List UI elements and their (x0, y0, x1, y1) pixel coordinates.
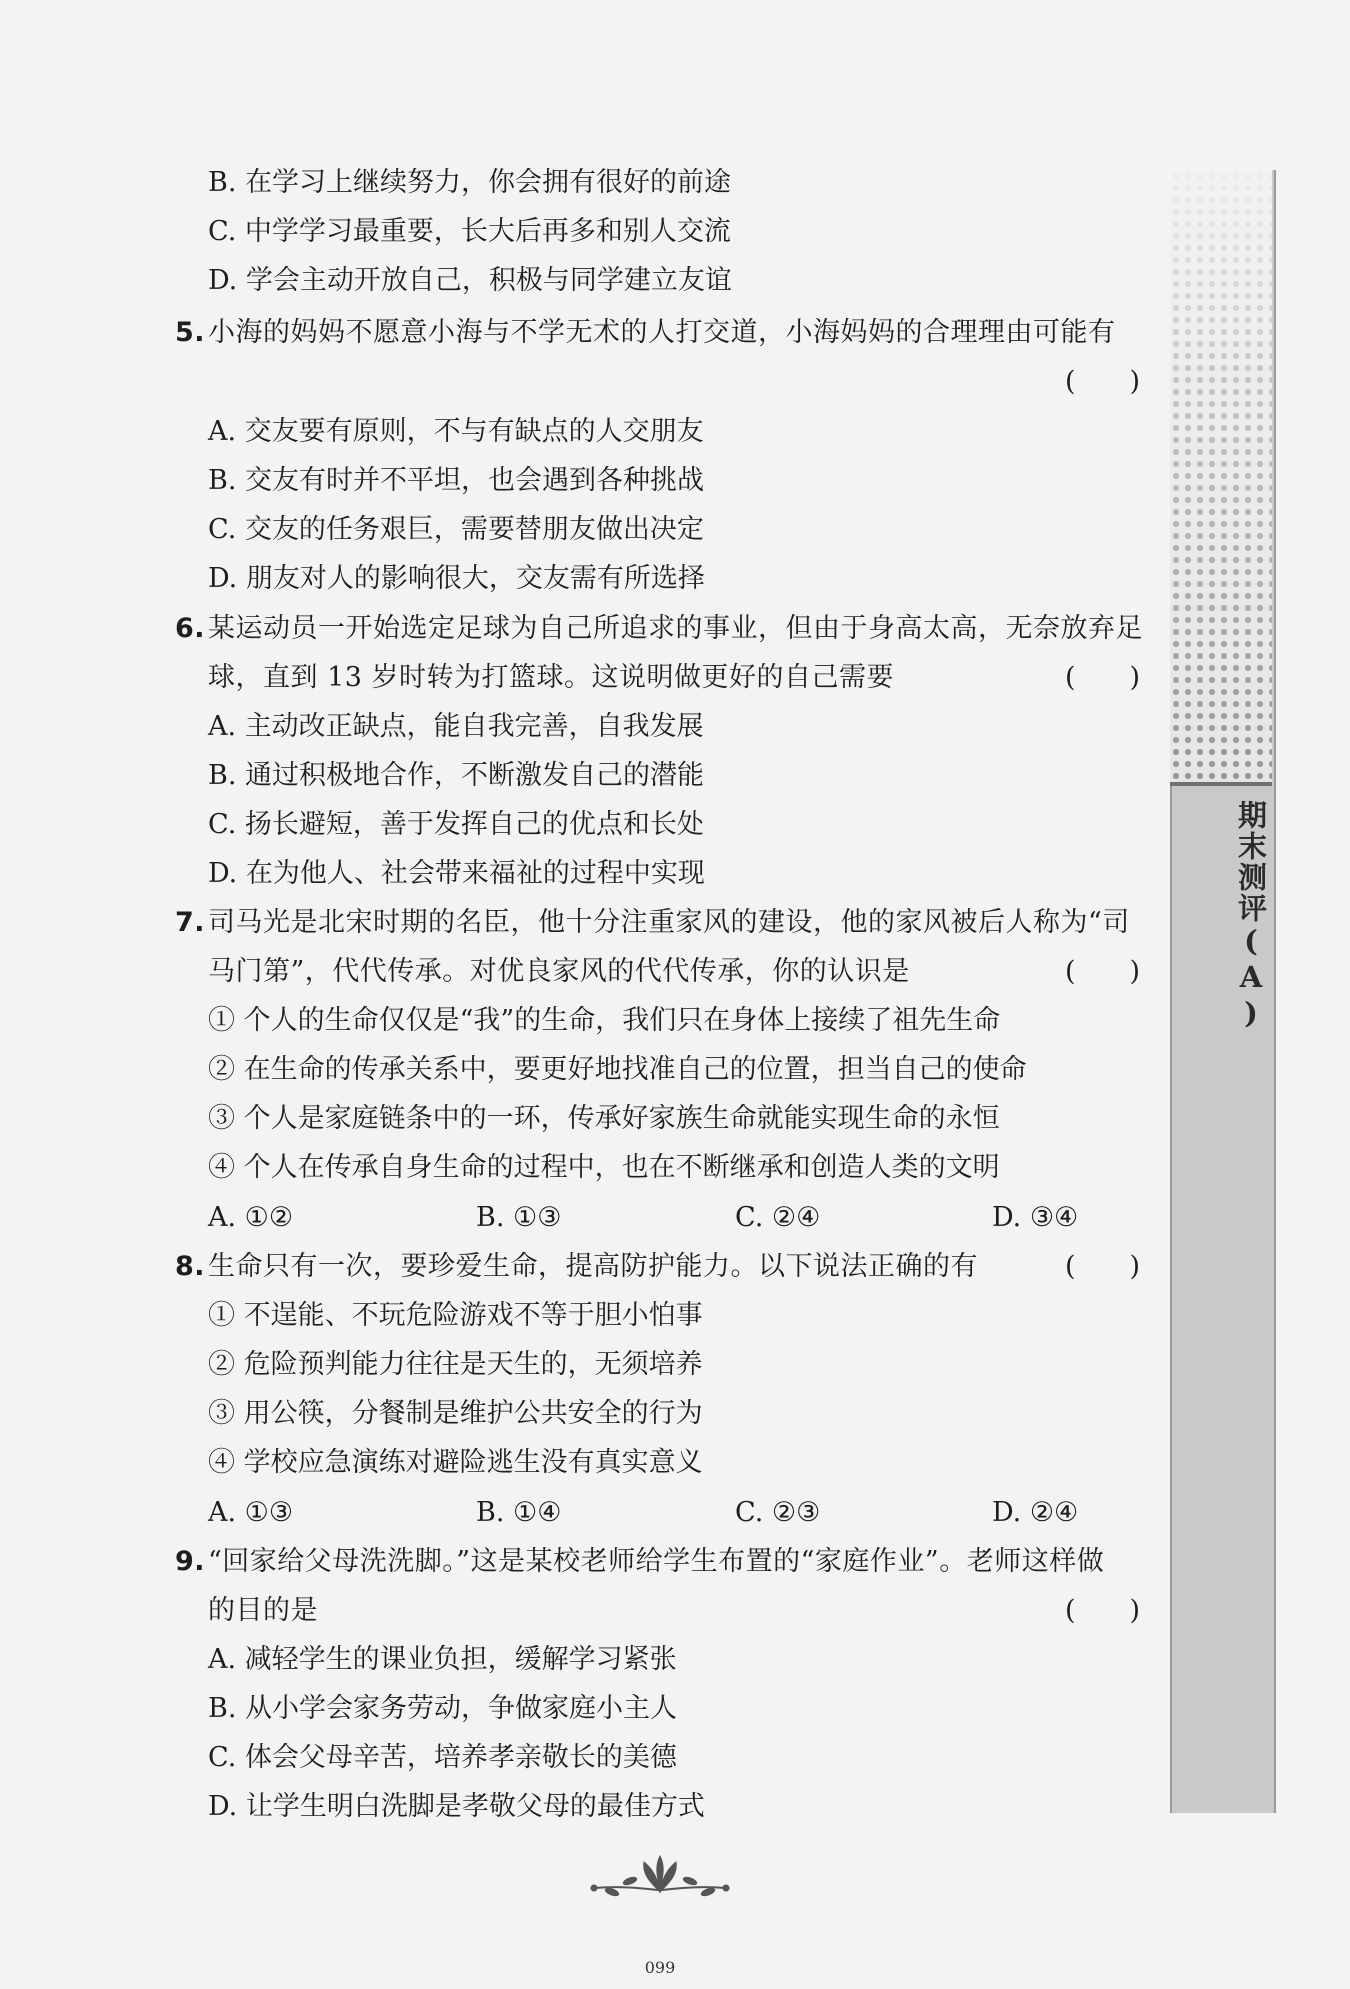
q5-answer-blank: ( ) (1065, 366, 1141, 397)
q7-statement-3: ③ 个人是家庭链条中的一环，传承好家族生命就能实现生命的永恒 (208, 1103, 1000, 1134)
q6-stem-line-1: 某运动员一开始选定足球为自己所追求的事业，但由于身高太高，无奈放弃足 (208, 613, 1143, 644)
q5-option-c: C. 交友的任务艰巨，需要替朋友做出决定 (208, 514, 704, 545)
q6-option-a: A. 主动改正缺点，能自我完善，自我发展 (208, 711, 704, 742)
q4-option-b: B. 在学习上继续努力，你会拥有很好的前途 (208, 167, 732, 198)
q8-statement-4: ④ 学校应急演练对避险逃生没有真实意义 (208, 1447, 703, 1478)
q9-option-c: C. 体会父母辛苦，培养孝亲敬长的美德 (208, 1742, 677, 1773)
q4-option-c: C. 中学学习最重要，长大后再多和别人交流 (208, 216, 731, 247)
q4-option-d: D. 学会主动开放自己，积极与同学建立友谊 (208, 265, 732, 296)
q9-option-b: B. 从小学会家务劳动，争做家庭小主人 (208, 1693, 678, 1724)
side-tab-label-text: 期末测评(A) (1234, 800, 1268, 1032)
q8-choice-d: D. ②④ (992, 1497, 1079, 1528)
q8-statement-1: ① 不逞能、不玩危险游戏不等于胆小怕事 (208, 1300, 703, 1331)
footer-floral-ornament-icon (580, 1848, 740, 1898)
q8-statement-2: ② 危险预判能力往往是天生的，无须培养 (208, 1349, 703, 1380)
q6-number: 6. (175, 613, 206, 644)
q8-choice-c: C. ②③ (735, 1497, 821, 1528)
q5-stem-line-1: 小海的妈妈不愿意小海与不学无术的人打交道，小海妈妈的合理理由可能有 (208, 317, 1116, 348)
q7-choice-b: B. ①③ (476, 1202, 562, 1233)
page-number: 099 (644, 1958, 676, 1977)
q8-statement-3: ③ 用公筷，分餐制是维护公共安全的行为 (208, 1398, 703, 1429)
q5-option-d: D. 朋友对人的影响很大，交友需有所选择 (208, 563, 705, 594)
q9-stem-line-2: 的目的是 (208, 1595, 318, 1626)
q8-stem-line-1: 生命只有一次，要珍爱生命，提高防护能力。以下说法正确的有 (208, 1251, 978, 1282)
q8-choice-b: B. ①④ (476, 1497, 562, 1528)
q6-stem-line-2: 球，直到 13 岁时转为打篮球。这说明做更好的自己需要 (208, 662, 895, 693)
q7-choice-a: A. ①② (208, 1202, 294, 1233)
q7-statement-2: ② 在生命的传承关系中，要更好地找准自己的位置，担当自己的使命 (208, 1054, 1027, 1085)
q8-answer-blank: ( ) (1065, 1251, 1141, 1282)
q7-stem-line-2: 马门第”，代代传承。对优良家风的代代传承，你的认识是 (208, 956, 910, 987)
q9-answer-blank: ( ) (1065, 1595, 1141, 1626)
q6-answer-blank: ( ) (1065, 662, 1141, 693)
side-tab-fade (1170, 170, 1272, 782)
q9-stem-line-1: “回家给父母洗洗脚。”这是某校老师给学生布置的“家庭作业”。老师这样做 (208, 1546, 1105, 1577)
q7-number: 7. (175, 907, 206, 938)
q9-option-a: A. 减轻学生的课业负担，缓解学习紧张 (208, 1644, 677, 1675)
q6-option-b: B. 通过积极地合作，不断激发自己的潜能 (208, 760, 705, 791)
side-tab-divider (1170, 782, 1272, 786)
q8-choice-a: A. ①③ (208, 1497, 294, 1528)
q5-option-b: B. 交友有时并不平坦，也会遇到各种挑战 (208, 465, 705, 496)
q7-stem-line-1: 司马光是北宋时期的名臣，他十分注重家风的建设，他的家风被后人称为“司 (208, 907, 1130, 938)
q7-choice-c: C. ②④ (735, 1202, 821, 1233)
q9-number: 9. (175, 1546, 206, 1577)
q7-statement-4: ④ 个人在传承自身生命的过程中，也在不断继承和创造人类的文明 (208, 1152, 1000, 1183)
q7-choice-d: D. ③④ (992, 1202, 1079, 1233)
q8-number: 8. (175, 1251, 206, 1282)
q6-option-c: C. 扬长避短，善于发挥自己的优点和长处 (208, 809, 704, 840)
q5-number: 5. (175, 317, 206, 348)
q7-answer-blank: ( ) (1065, 956, 1141, 987)
side-tab-label (1170, 800, 1272, 1032)
q5-option-a: A. 交友要有原则，不与有缺点的人交朋友 (208, 416, 704, 447)
q9-option-d: D. 让学生明白洗脚是孝敬父母的最佳方式 (208, 1791, 705, 1822)
q6-option-d: D. 在为他人、社会带来福祉的过程中实现 (208, 858, 705, 889)
q7-statement-1: ① 个人的生命仅仅是“我”的生命，我们只在身体上接续了祖先生命 (208, 1005, 1001, 1036)
